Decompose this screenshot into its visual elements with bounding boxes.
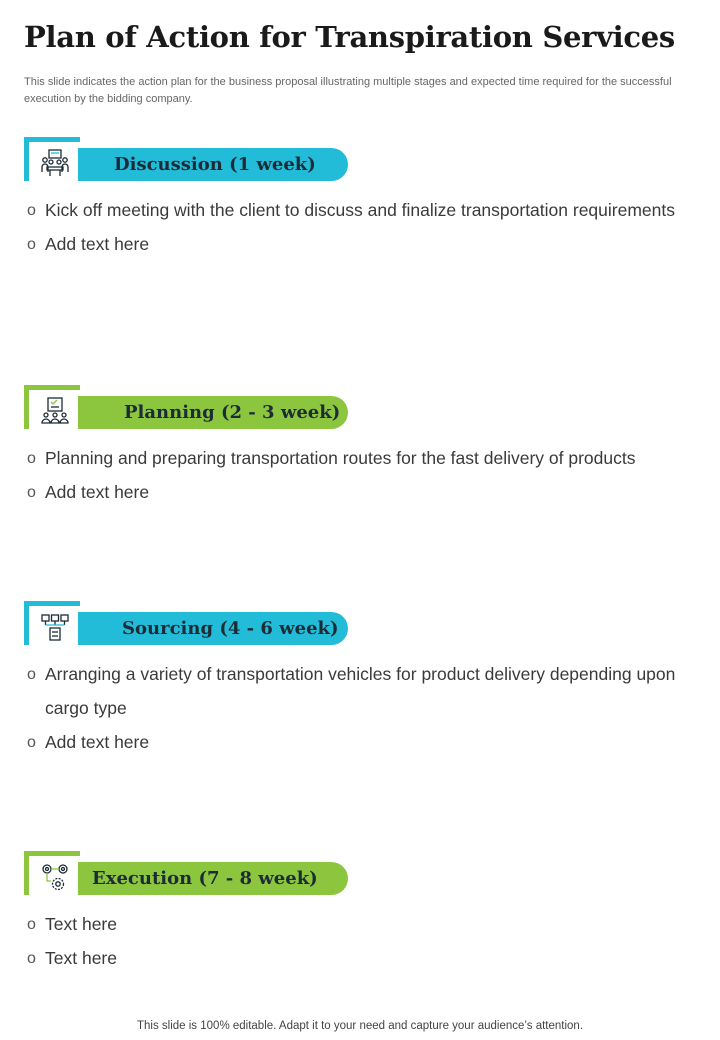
bullet-list bbox=[24, 193, 694, 261]
bullet-item: o Arranging a variety of transportation vehicles for product delivery depending upon cargo type bbox=[24, 657, 694, 725]
section-heading: Planning (2 - 3 week) bbox=[78, 396, 348, 429]
section-heading: Discussion (1 week) bbox=[78, 148, 348, 181]
bullet-item: o Planning and preparing transportation routes for the fast delivery of products bbox=[24, 441, 694, 475]
icon-frame bbox=[24, 137, 80, 181]
bullet-item: o Text here bbox=[24, 907, 694, 941]
gears-icon bbox=[40, 862, 70, 892]
section-header bbox=[24, 137, 694, 183]
bullet-list bbox=[24, 907, 694, 975]
section-discussion bbox=[24, 137, 694, 261]
section-execution bbox=[24, 851, 694, 975]
footer-note: This slide is 100% editable. Adapt it to your need and capture your audience’s attention. bbox=[136, 1020, 584, 1032]
page-title: Plan of Action for Transpiration Services bbox=[24, 20, 675, 54]
page-subtitle: This slide indicates the action plan for the business proposal illustrating multiple stages and expected time required for the successful execution by the bidding company. bbox=[24, 76, 672, 105]
section-heading: Sourcing (4 - 6 week) bbox=[78, 612, 348, 645]
icon-frame bbox=[24, 601, 80, 645]
bullet-item: o Kick off meeting with the client to discuss and finalize transportation requirements bbox=[24, 193, 694, 227]
section-sourcing bbox=[24, 601, 694, 759]
icon-frame bbox=[24, 385, 80, 429]
bullet-list bbox=[24, 657, 694, 759]
bullet-item: o Add text here bbox=[24, 475, 694, 509]
bullet-item: o Add text here bbox=[24, 227, 694, 261]
section-header bbox=[24, 601, 694, 647]
meeting-icon bbox=[40, 148, 70, 178]
section-planning bbox=[24, 385, 694, 509]
network-icon bbox=[40, 612, 70, 642]
section-header bbox=[24, 385, 694, 431]
team-plan-icon bbox=[40, 396, 70, 426]
section-heading: Execution (7 - 8 week) bbox=[78, 862, 348, 895]
icon-frame bbox=[24, 851, 80, 895]
bullet-list bbox=[24, 441, 694, 509]
section-header bbox=[24, 851, 694, 897]
bullet-item: o Add text here bbox=[24, 725, 694, 759]
bullet-item: o Text here bbox=[24, 941, 694, 975]
